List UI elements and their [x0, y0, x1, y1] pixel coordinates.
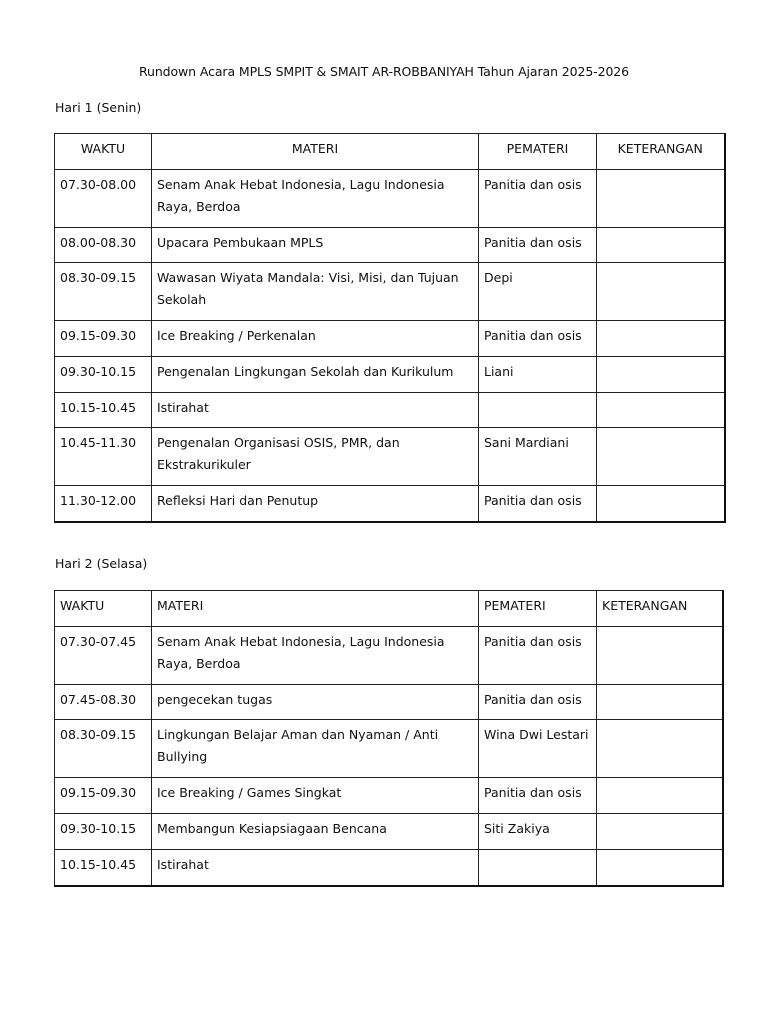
cell-pemateri: Panitia dan osis [479, 321, 597, 357]
day-2-label: Hari 2 (Selasa) [55, 556, 148, 571]
table-row [55, 720, 723, 778]
table-row [55, 428, 725, 486]
cell-keterangan [597, 321, 725, 357]
cell-materi: Refleksi Hari dan Penutup [152, 486, 479, 522]
cell-keterangan [597, 814, 723, 850]
cell-materi: Pengenalan Organisasi OSIS, PMR, dan Ekstrakurikuler [152, 428, 479, 486]
cell-keterangan [597, 263, 725, 321]
cell-waktu: 10.15-10.45 [55, 850, 152, 886]
cell-pemateri: Panitia dan osis [479, 778, 597, 814]
document-title: Rundown Acara MPLS SMPIT & SMAIT AR-ROBBANIYAH Tahun Ajaran 2025-2026 [138, 64, 629, 79]
header-waktu: WAKTU [55, 134, 152, 170]
cell-keterangan [597, 778, 723, 814]
cell-waktu: 09.15-09.30 [55, 321, 152, 357]
table-row [55, 685, 723, 720]
table-header-row [55, 134, 725, 170]
cell-materi: Lingkungan Belajar Aman dan Nyaman / Anti Bullying [152, 720, 479, 778]
day-1-schedule-table [54, 133, 726, 523]
cell-pemateri: Liani [479, 357, 597, 393]
cell-pemateri: Panitia dan osis [479, 685, 597, 720]
cell-materi: pengecekan tugas [152, 685, 479, 720]
header-keterangan: KETERANGAN [597, 591, 723, 627]
cell-materi: Istirahat [152, 850, 479, 886]
header-materi: MATERI [152, 134, 479, 170]
header-waktu: WAKTU [55, 591, 152, 627]
table-row [55, 814, 723, 850]
day-2-schedule-table [54, 590, 724, 887]
table-row [55, 170, 725, 228]
table-row [55, 321, 725, 357]
cell-waktu: 09.15-09.30 [55, 778, 152, 814]
cell-pemateri: Panitia dan osis [479, 228, 597, 263]
cell-waktu: 10.45-11.30 [55, 428, 152, 486]
cell-materi: Pengenalan Lingkungan Sekolah dan Kurikulum [152, 357, 479, 393]
header-keterangan: KETERANGAN [597, 134, 725, 170]
header-materi: MATERI [152, 591, 479, 627]
cell-waktu: 07.30-08.00 [55, 170, 152, 228]
cell-materi: Wawasan Wiyata Mandala: Visi, Misi, dan Tujuan Sekolah [152, 263, 479, 321]
cell-keterangan [597, 685, 723, 720]
cell-materi: Ice Breaking / Games Singkat [152, 778, 479, 814]
cell-keterangan [597, 428, 725, 486]
cell-keterangan [597, 720, 723, 778]
cell-waktu: 10.15-10.45 [55, 393, 152, 428]
cell-waktu: 07.45-08.30 [55, 685, 152, 720]
cell-pemateri [479, 393, 597, 428]
cell-pemateri: Depi [479, 263, 597, 321]
cell-keterangan [597, 170, 725, 228]
cell-waktu: 09.30-10.15 [55, 814, 152, 850]
header-pemateri: PEMATERI [479, 134, 597, 170]
cell-waktu: 08.30-09.15 [55, 720, 152, 778]
table-row [55, 393, 725, 428]
table-row [55, 850, 723, 886]
cell-keterangan [597, 627, 723, 685]
cell-keterangan [597, 228, 725, 263]
cell-pemateri [479, 850, 597, 886]
cell-pemateri: Panitia dan osis [479, 170, 597, 228]
cell-materi: Upacara Pembukaan MPLS [152, 228, 479, 263]
cell-materi: Membangun Kesiapsiagaan Bencana [152, 814, 479, 850]
header-pemateri: PEMATERI [479, 591, 597, 627]
cell-pemateri: Wina Dwi Lestari [479, 720, 597, 778]
cell-waktu: 11.30-12.00 [55, 486, 152, 522]
table-row [55, 486, 725, 522]
cell-keterangan [597, 850, 723, 886]
cell-waktu: 07.30-07.45 [55, 627, 152, 685]
cell-materi: Senam Anak Hebat Indonesia, Lagu Indonesia Raya, Berdoa [152, 627, 479, 685]
cell-keterangan [597, 357, 725, 393]
table-row [55, 228, 725, 263]
cell-pemateri: Sani Mardiani [479, 428, 597, 486]
cell-pemateri: Panitia dan osis [479, 486, 597, 522]
day-1-label: Hari 1 (Senin) [55, 100, 142, 115]
cell-waktu: 08.00-08.30 [55, 228, 152, 263]
cell-materi: Ice Breaking / Perkenalan [152, 321, 479, 357]
cell-waktu: 08.30-09.15 [55, 263, 152, 321]
cell-keterangan [597, 393, 725, 428]
table-row [55, 263, 725, 321]
cell-keterangan [597, 486, 725, 522]
table-row [55, 627, 723, 685]
cell-waktu: 09.30-10.15 [55, 357, 152, 393]
table-header-row [55, 591, 723, 627]
cell-pemateri: Panitia dan osis [479, 627, 597, 685]
cell-materi: Senam Anak Hebat Indonesia, Lagu Indonesia Raya, Berdoa [152, 170, 479, 228]
cell-materi: Istirahat [152, 393, 479, 428]
table-row [55, 357, 725, 393]
table-row [55, 778, 723, 814]
cell-pemateri: Siti Zakiya [479, 814, 597, 850]
